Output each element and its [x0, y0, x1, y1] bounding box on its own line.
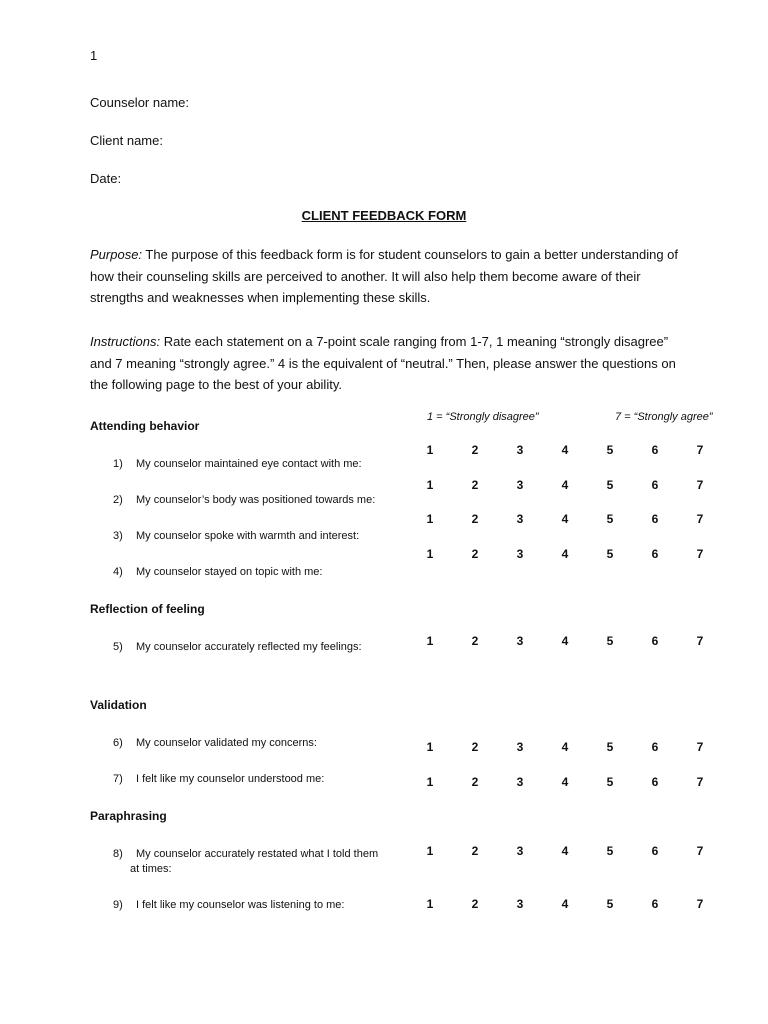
rating-option-2[interactable]: 2 [471, 512, 479, 526]
rating-option-6[interactable]: 6 [651, 478, 659, 492]
item-text: My counselor accurately restated what I told them [136, 848, 379, 860]
rating-option-3[interactable]: 3 [516, 478, 524, 492]
rating-option-2[interactable]: 2 [471, 443, 479, 457]
rating-scale-item-3[interactable] [0, 512, 768, 528]
rating-option-1[interactable]: 1 [426, 478, 434, 492]
rating-option-2[interactable]: 2 [471, 634, 479, 648]
item-text: My counselor maintained eye contact with me: [136, 458, 362, 470]
purpose-text: The purpose of this feedback form is for student counselors to gain a better understanding of how their counseling skills are perceived to another. It will also help them become aware of their strengths and weaknesses when implementing these skills. [90, 247, 679, 305]
item-number: 4) [113, 566, 123, 578]
rating-option-7[interactable]: 7 [696, 478, 704, 492]
rating-option-4[interactable]: 4 [561, 740, 569, 754]
item-number: 1) [113, 458, 123, 470]
rating-option-1[interactable]: 1 [426, 775, 434, 789]
item-text-continued: at times: [130, 863, 172, 875]
item-text: My counselor’s body was positioned towards me: [136, 494, 376, 506]
rating-option-6[interactable]: 6 [651, 844, 659, 858]
rating-option-5[interactable]: 5 [606, 844, 614, 858]
rating-option-7[interactable]: 7 [696, 443, 704, 457]
rating-option-6[interactable]: 6 [651, 897, 659, 911]
item-text: I felt like my counselor was listening to me: [136, 899, 345, 911]
purpose-paragraph [90, 244, 690, 309]
section-attending-behavior: Attending behavior [90, 419, 200, 433]
rating-option-3[interactable]: 3 [516, 443, 524, 457]
item-text: My counselor accurately reflected my feelings: [136, 641, 362, 653]
rating-option-5[interactable]: 5 [606, 897, 614, 911]
rating-option-4[interactable]: 4 [561, 512, 569, 526]
rating-scale-item-8[interactable] [0, 844, 768, 860]
rating-option-6[interactable]: 6 [651, 547, 659, 561]
rating-option-2[interactable]: 2 [471, 775, 479, 789]
item-text: I felt like my counselor understood me: [136, 773, 325, 785]
item-text: My counselor stayed on topic with me: [136, 566, 323, 578]
scale-low-label: 1 = “Strongly disagree” [427, 411, 539, 423]
rating-scale-item-7[interactable] [0, 775, 768, 791]
rating-option-7[interactable]: 7 [696, 775, 704, 789]
rating-option-3[interactable]: 3 [516, 897, 524, 911]
item-text: My counselor validated my concerns: [136, 737, 317, 749]
item-number: 5) [113, 641, 123, 653]
rating-option-5[interactable]: 5 [606, 478, 614, 492]
rating-option-5[interactable]: 5 [606, 634, 614, 648]
rating-option-3[interactable]: 3 [516, 512, 524, 526]
rating-option-1[interactable]: 1 [426, 547, 434, 561]
rating-option-2[interactable]: 2 [471, 897, 479, 911]
scale-high-label: 7 = “Strongly agree” [615, 411, 713, 423]
rating-option-1[interactable]: 1 [426, 897, 434, 911]
rating-option-4[interactable]: 4 [561, 547, 569, 561]
rating-option-5[interactable]: 5 [606, 443, 614, 457]
rating-option-1[interactable]: 1 [426, 512, 434, 526]
rating-option-6[interactable]: 6 [651, 512, 659, 526]
rating-scale-item-6[interactable] [0, 740, 768, 756]
item-number: 7) [113, 773, 123, 785]
rating-scale-item-2[interactable] [0, 478, 768, 494]
rating-option-6[interactable]: 6 [651, 775, 659, 789]
rating-option-2[interactable]: 2 [471, 478, 479, 492]
rating-option-4[interactable]: 4 [561, 634, 569, 648]
section-paraphrasing: Paraphrasing [90, 809, 167, 823]
rating-option-7[interactable]: 7 [696, 512, 704, 526]
instructions-text: Rate each statement on a 7-point scale ranging from 1-7, 1 meaning “strongly disagree” and 7 meaning “strongly agree.” 4 is the equivalent of “neutral.” Then, please answer the questions on the following page to the best of your ability. [90, 334, 676, 392]
rating-option-2[interactable]: 2 [471, 547, 479, 561]
item-text: My counselor spoke with warmth and interest: [136, 530, 360, 542]
instructions-paragraph [90, 331, 690, 396]
rating-option-1[interactable]: 1 [426, 740, 434, 754]
rating-option-2[interactable]: 2 [471, 844, 479, 858]
rating-option-5[interactable]: 5 [606, 547, 614, 561]
section-reflection-of-feeling: Reflection of feeling [90, 602, 205, 616]
purpose-label: Purpose: [90, 247, 143, 262]
rating-option-1[interactable]: 1 [426, 443, 434, 457]
rating-option-6[interactable]: 6 [651, 740, 659, 754]
rating-option-3[interactable]: 3 [516, 547, 524, 561]
rating-option-6[interactable]: 6 [651, 634, 659, 648]
rating-option-3[interactable]: 3 [516, 775, 524, 789]
rating-scale-item-1[interactable] [0, 443, 768, 459]
section-validation: Validation [90, 698, 147, 712]
rating-option-4[interactable]: 4 [561, 844, 569, 858]
rating-scale-item-9[interactable] [0, 897, 768, 913]
rating-option-4[interactable]: 4 [561, 775, 569, 789]
date-field: Date: [90, 171, 122, 186]
rating-option-3[interactable]: 3 [516, 634, 524, 648]
rating-option-1[interactable]: 1 [426, 634, 434, 648]
rating-option-4[interactable]: 4 [561, 897, 569, 911]
rating-option-3[interactable]: 3 [516, 740, 524, 754]
counselor-name-field: Counselor name: [90, 95, 189, 110]
rating-option-7[interactable]: 7 [696, 897, 704, 911]
rating-option-5[interactable]: 5 [606, 512, 614, 526]
rating-option-1[interactable]: 1 [426, 844, 434, 858]
rating-option-2[interactable]: 2 [471, 740, 479, 754]
rating-option-7[interactable]: 7 [696, 740, 704, 754]
form-title: CLIENT FEEDBACK FORM [301, 208, 467, 223]
item-number: 3) [113, 530, 123, 542]
item-number: 9) [113, 899, 123, 911]
rating-option-7[interactable]: 7 [696, 634, 704, 648]
rating-option-7[interactable]: 7 [696, 844, 704, 858]
item-number: 8) [113, 848, 123, 860]
rating-option-4[interactable]: 4 [561, 443, 569, 457]
item-number: 2) [113, 494, 123, 506]
instructions-label: Instructions: [90, 334, 161, 349]
rating-option-7[interactable]: 7 [696, 547, 704, 561]
rating-option-5[interactable]: 5 [606, 775, 614, 789]
rating-scale-item-4[interactable] [0, 547, 768, 563]
client-name-field: Client name: [90, 133, 163, 148]
item-number: 6) [113, 737, 123, 749]
page-number: 1 [90, 48, 98, 63]
rating-option-5[interactable]: 5 [606, 740, 614, 754]
rating-option-6[interactable]: 6 [651, 443, 659, 457]
rating-scale-item-5[interactable] [0, 634, 768, 650]
rating-option-4[interactable]: 4 [561, 478, 569, 492]
rating-option-3[interactable]: 3 [516, 844, 524, 858]
